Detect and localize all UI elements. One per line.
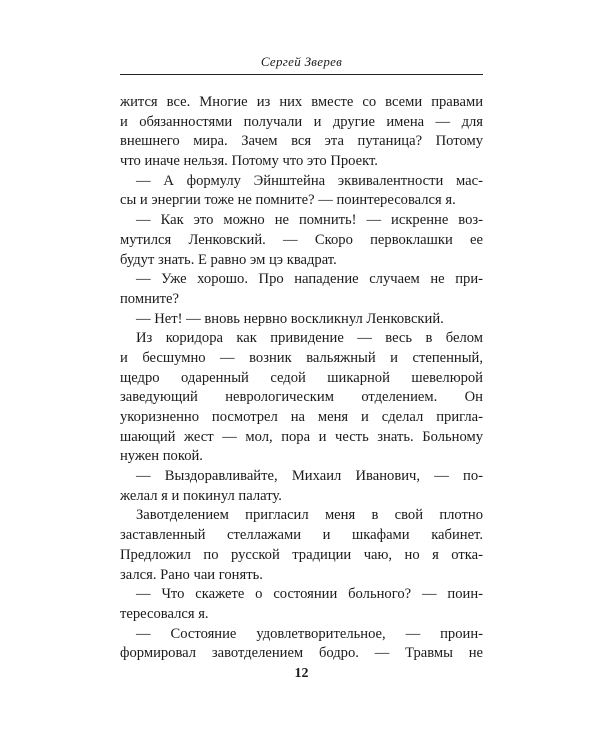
text-line: помните?: [120, 290, 180, 307]
text-line: — А формулу Эйнштейна эквивалентности мас-: [136, 172, 483, 189]
running-header: Сергей Зверев: [260, 54, 343, 69]
text-line: тересовался я.: [120, 605, 209, 622]
body-text: [120, 93, 483, 664]
text-line: нужен покой.: [120, 448, 203, 465]
text-line: что иначе нельзя. Потому что это Проект.: [120, 153, 378, 170]
text-line: жится все. Многие из них вместе со всеми правами: [120, 94, 483, 110]
text-line: заставленный стеллажами и шкафами кабинет.: [120, 527, 483, 544]
text-line: и бесшумно — возник вальяжный и степенный,: [120, 349, 483, 366]
text-line: формировал завотделением бодро. — Травмы не: [120, 645, 483, 662]
header-rule: [120, 74, 483, 75]
text-line: Предложил по русской традиции чаю, но я отка-: [120, 546, 483, 563]
text-line: укоризненно посмотрел на меня и сделал пригла-: [120, 409, 483, 425]
text-line: — Нет! — вновь нервно воскликнул Ленковский.: [136, 310, 444, 327]
text-line: — Уже хорошо. Про нападение случаем не при-: [136, 271, 483, 288]
text-line: заведующий неврологическим отделением. Он: [120, 389, 483, 406]
text-line: Из коридора как привидение — весь в белом: [136, 330, 483, 347]
text-line: и обязанностями получали и другие имена — для: [120, 113, 483, 130]
text-line: зался. Рано чаи гонять.: [120, 566, 263, 583]
text-line: — Что скажете о состоянии больного? — поин-: [136, 586, 483, 603]
page-number: 12: [294, 666, 309, 681]
text-line: шающий жест — мол, пора и честь знать. Больному: [120, 428, 483, 445]
text-line: будут знать. Е равно эм цэ квадрат.: [120, 251, 337, 268]
text-line: мутился Ленковский. — Скоро первоклашки ее: [120, 231, 483, 248]
text-line: Завотделением пригласил меня в свой плотно: [136, 507, 483, 524]
text-line: щедро одаренный седой шикарной шевелюрой: [120, 369, 483, 386]
text-line: — Выздоравливайте, Михаил Иванович, — по-: [136, 468, 483, 485]
text-line: желал я и покинул палату.: [120, 487, 282, 504]
text-line: внешнего мира. Зачем вся эта путаница? Потому: [120, 133, 483, 150]
text-line: — Как это можно не помнить! — искренне воз-: [136, 212, 483, 229]
text-line: — Состояние удовлетворительное, — проин-: [136, 625, 483, 642]
text-line: сы и энергии тоже не помните? — поинтересовался я.: [120, 192, 456, 209]
